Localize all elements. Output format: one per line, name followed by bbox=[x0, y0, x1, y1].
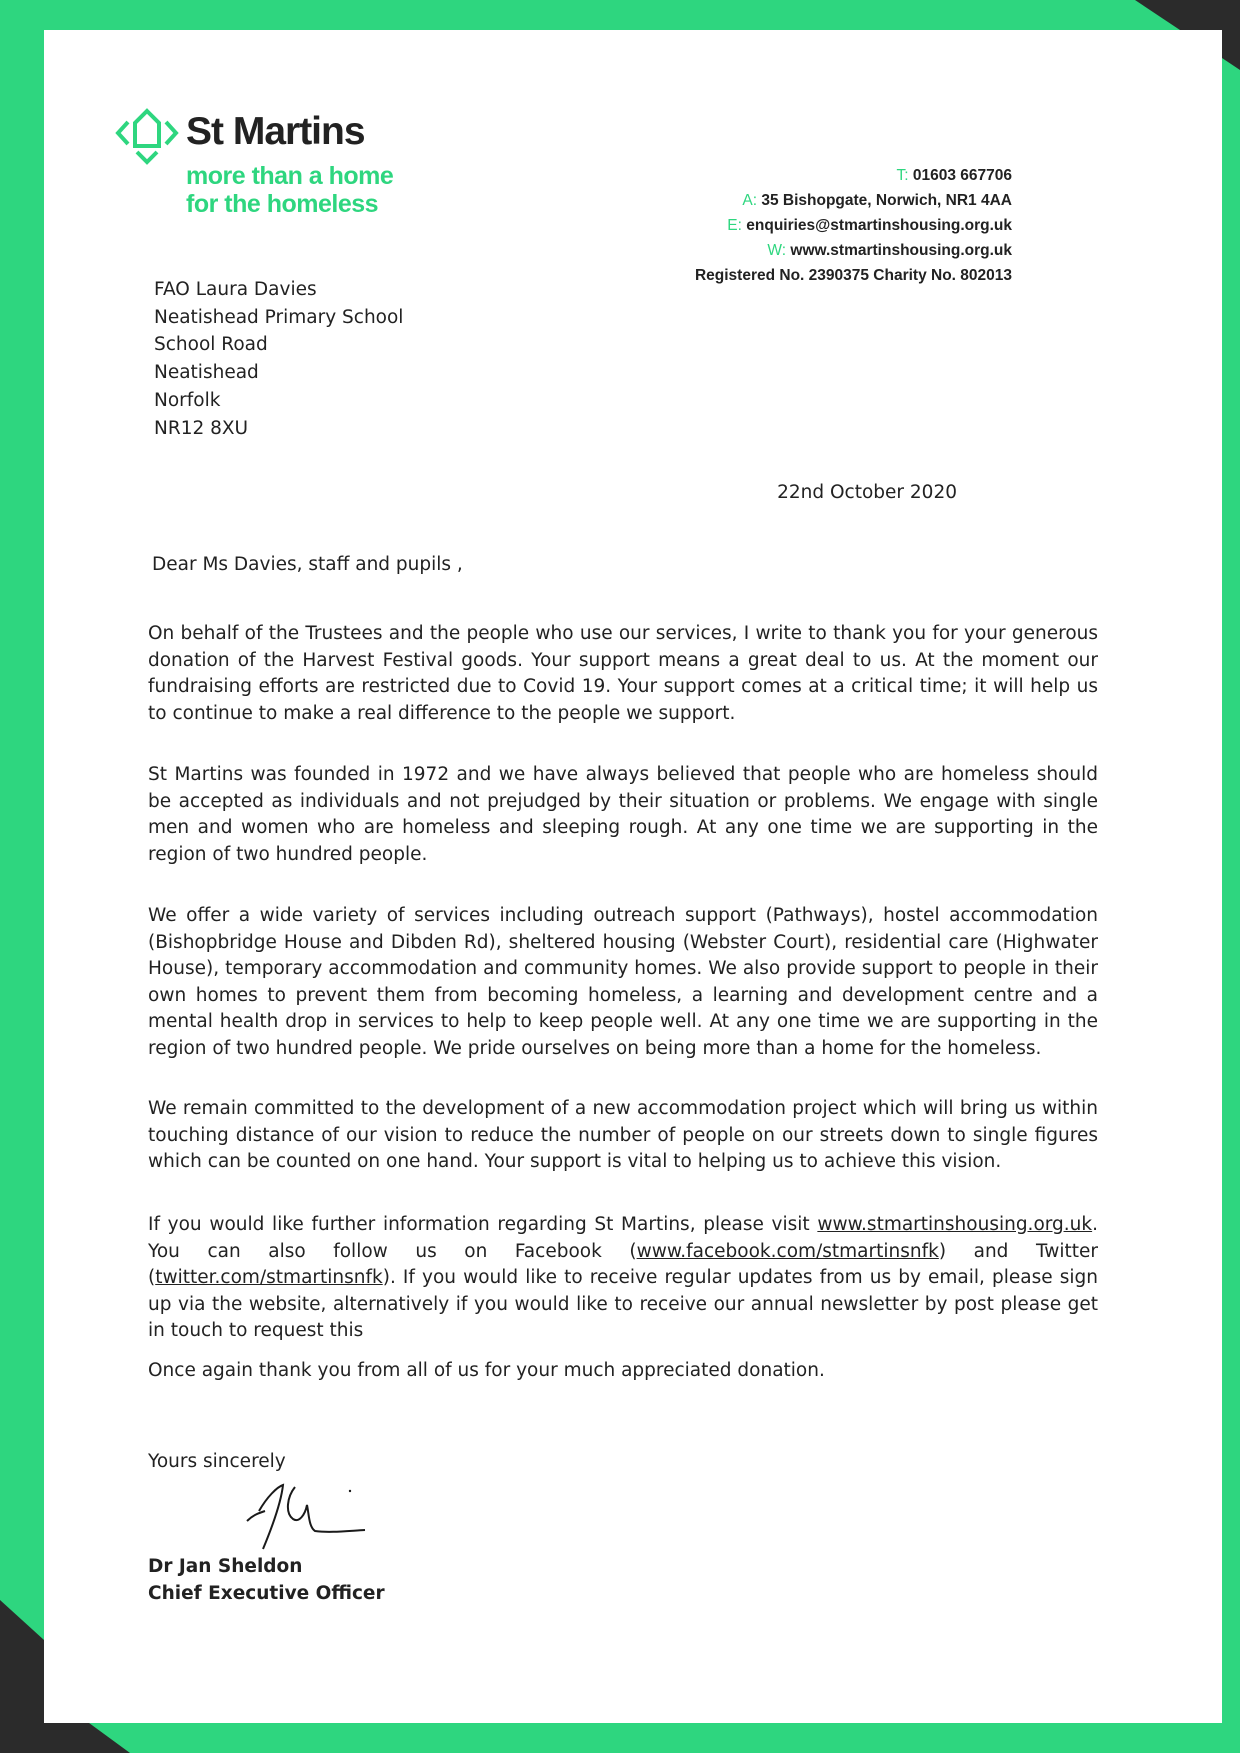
phone-number: 01603 667706 bbox=[912, 167, 1012, 184]
org-address: 35 Bishopgate, Norwich, NR1 4AA bbox=[761, 192, 1012, 209]
letter-page bbox=[44, 30, 1222, 1723]
p5-text: If you would like further information regarding St Martins, please visit bbox=[148, 1214, 818, 1235]
p5-text: ) and Twitter ( bbox=[148, 1240, 1098, 1288]
org-name: St Martins bbox=[186, 110, 365, 153]
contact-block bbox=[694, 163, 1012, 284]
web-label: W: bbox=[767, 242, 787, 259]
body-paragraph-1: On behalf of the Trustees and the people who use our services, I write to thank you for your generous donation of the Harvest Festival goods. Your support means a great deal to us. At the moment our fundraising efforts are restricted due to Covid 19. Your support comes at a critical time; it will help us to continue to make a real difference to the people we support. bbox=[148, 623, 1098, 724]
recipient-line: Norfolk bbox=[154, 389, 221, 411]
signer-name: Dr Jan Sheldon bbox=[148, 1556, 303, 1577]
house-diamond-icon bbox=[114, 102, 180, 172]
tagline-line-1: more than a home bbox=[186, 162, 394, 190]
registration-numbers: Registered No. 2390375 Charity No. 802013 bbox=[694, 267, 1012, 284]
p5-text: ). If you would like to receive regular updates from us by email, please sign up via the website, alternatively if you would like to receive our annual newsletter by post please get in touch to request this bbox=[148, 1267, 1098, 1341]
body-paragraph-4: We remain committed to the development of a new accommodation project which will bring us within touching distance of our vision to reduce the number of people on our streets down to single figures which can be counted on one hand. Your support is vital to helping us to achieve this vision. bbox=[148, 1098, 1098, 1172]
recipient-line: Neatishead Primary School bbox=[154, 306, 404, 328]
body-paragraph-3: We offer a wide variety of services including outreach support (Pathways), hostel accommodation (Bishopbridge House and Dibden Rd), sheltered housing (Webster Court), residential care (Highwater House), temporary accommodation and community homes. We also provide support to people in their own homes to prevent them from becoming homeless, a learning and development centre and a mental health drop in services to help to keep people well. At any one time we are supporting in the region of two hundred people. We pride ourselves on being more than a home for the homeless. bbox=[148, 905, 1098, 1059]
website-link[interactable]: www.stmartinshousing.org.uk bbox=[817, 1214, 1093, 1235]
signer-title: Chief Executive Officer bbox=[148, 1583, 385, 1604]
recipient-line: NR12 8XU bbox=[154, 417, 249, 439]
signoff: Yours sincerely bbox=[148, 1451, 286, 1472]
body-paragraph-2: St Martins was founded in 1972 and we have always believed that people who are homeless should be accepted as individuals and not prejudged by their situation or problems. We engage with single men and women who are homeless and sleeping rough. At any one time we are supporting in the region of two hundred people. bbox=[148, 764, 1098, 865]
salutation: Dear Ms Davies, staff and pupils , bbox=[152, 554, 463, 575]
letter-date: 22nd October 2020 bbox=[777, 482, 957, 503]
facebook-link[interactable]: www.facebook.com/stmartinsnfk bbox=[636, 1240, 939, 1262]
email-line bbox=[727, 213, 1012, 238]
tagline-line-2: for the homeless bbox=[186, 190, 379, 218]
recipient-line: School Road bbox=[154, 334, 268, 356]
handwritten-signature bbox=[237, 1475, 397, 1555]
org-website: www.stmartinshousing.org.uk bbox=[790, 242, 1012, 259]
body-paragraph-6: Once again thank you from all of us for your much appreciated donation. bbox=[148, 1360, 825, 1381]
phone-label: T: bbox=[896, 167, 909, 184]
phone-line bbox=[727, 163, 1012, 188]
signer-block bbox=[148, 1553, 385, 1607]
address-line bbox=[727, 188, 1012, 213]
recipient-line: FAO Laura Davies bbox=[154, 279, 317, 300]
twitter-link[interactable]: twitter.com/stmartinsnfk bbox=[155, 1267, 383, 1288]
p5-text: . You can also follow us on Facebook ( bbox=[148, 1214, 1098, 1262]
org-email: enquiries@stmartinshousing.org.uk bbox=[746, 217, 1012, 234]
body-paragraph-5 bbox=[148, 1212, 1098, 1345]
address-label: A: bbox=[742, 192, 758, 209]
email-label: E: bbox=[727, 217, 742, 234]
recipient-address bbox=[154, 276, 403, 442]
recipient-line: Neatishead bbox=[154, 362, 259, 384]
web-line bbox=[727, 238, 1012, 263]
